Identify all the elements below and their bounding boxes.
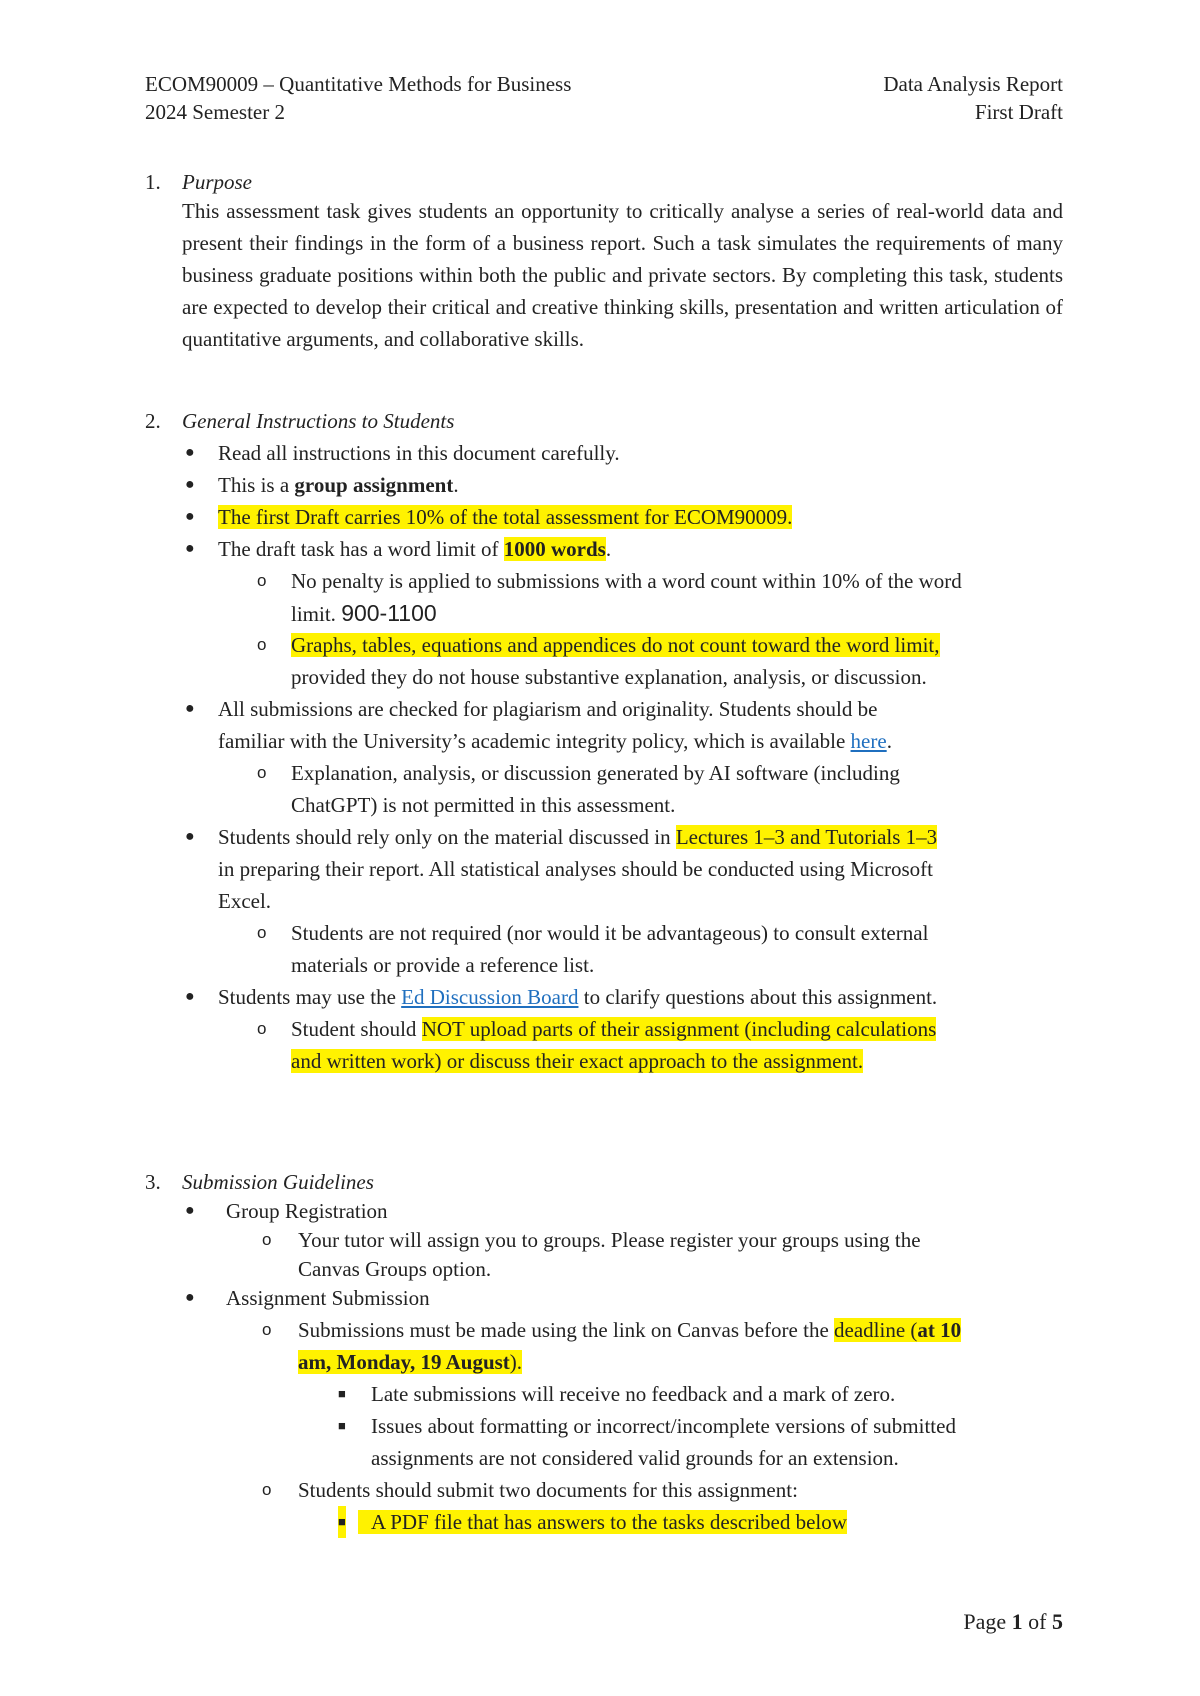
highlighted-text: Graphs, tables, equations and appendices do not count toward the word limit,: [291, 633, 940, 657]
text: to clarify questions about this assignment.: [578, 985, 938, 1009]
list-item: [291, 1013, 936, 1045]
report-title: Data Analysis Report: [883, 72, 1063, 96]
text: The draft task has a word limit of: [218, 537, 504, 561]
list-item-cont: [291, 597, 437, 630]
deadline-date: am, Monday, 19 August: [298, 1350, 510, 1374]
list-item-cont: [218, 725, 892, 757]
circle-bullet-icon: o: [262, 1480, 272, 1499]
highlighted-text: deadline (: [834, 1318, 918, 1342]
section-number: 2.: [145, 409, 161, 433]
bullet-icon: ●: [185, 828, 195, 845]
list-item: [218, 533, 611, 565]
highlighted-text: ).: [509, 1350, 523, 1374]
header-row-1: [145, 70, 1063, 98]
list-item-cont: materials or provide a reference list.: [291, 953, 595, 977]
text: Students should rely only on the material discussed in: [218, 825, 676, 849]
bullet-icon: ●: [185, 444, 195, 461]
page-label: Page: [963, 1609, 1007, 1634]
ed-discussion-link[interactable]: Ed Discussion Board: [401, 985, 579, 1009]
section-title: Purpose: [182, 170, 252, 194]
circle-bullet-icon: o: [257, 635, 267, 654]
of-label: of: [1028, 1609, 1047, 1634]
highlighted-text: NOT upload parts of their assignment (including calculations: [421, 1017, 937, 1041]
list-item: Group Registration: [226, 1199, 388, 1223]
square-bullet-icon: ■: [338, 1386, 346, 1401]
bullet-icon: ●: [185, 540, 195, 557]
text: Students may use the: [218, 985, 402, 1009]
square-bullet-icon: ■: [338, 1418, 346, 1433]
page-total: 5: [1052, 1609, 1063, 1634]
list-item: [358, 1506, 847, 1538]
course-title: ECOM90009 – Quantitative Methods for Business: [145, 72, 572, 96]
list-item: Issues about formatting or incorrect/incomplete versions of submitted: [371, 1414, 956, 1438]
list-item-cont: assignments are not considered valid grounds for an extension.: [371, 1446, 899, 1470]
draft-label: First Draft: [974, 100, 1063, 124]
list-item: [291, 629, 940, 661]
list-item-cont: Canvas Groups option.: [298, 1257, 492, 1281]
text: familiar with the University’s academic integrity policy, which is available: [218, 729, 851, 753]
text: Submissions must be made using the link on Canvas before the: [298, 1318, 835, 1342]
list-item-cont: [291, 1045, 863, 1077]
list-item: [218, 469, 459, 501]
text: .: [605, 537, 612, 561]
section-number: 1.: [145, 170, 161, 194]
section-title: Submission Guidelines: [182, 1170, 374, 1194]
list-item-cont: provided they do not house substantive explanation, analysis, or discussion.: [291, 665, 927, 689]
list-item-cont: [298, 1346, 522, 1378]
header-row-2: [145, 98, 1063, 126]
section-number: 3.: [145, 1170, 161, 1194]
highlighted-text: and written work) or discuss their exact approach to the assignment.: [291, 1049, 864, 1073]
list-item: Students are not required (nor would it be advantageous) to consult external: [291, 921, 929, 945]
page-footer: [963, 1606, 1063, 1638]
list-item: Your tutor will assign you to groups. Please register your groups using the: [298, 1228, 921, 1252]
circle-bullet-icon: o: [257, 1019, 267, 1038]
circle-bullet-icon: o: [257, 763, 267, 782]
text: limit.: [291, 602, 336, 626]
list-item: Assignment Submission: [226, 1286, 430, 1310]
square-bullet-icon: ■: [338, 1506, 346, 1538]
list-item: [298, 1314, 961, 1346]
bullet-icon: ●: [185, 700, 195, 717]
highlighted-text: The first Draft carries 10% of the total assessment for ECOM90009.: [218, 505, 793, 529]
bold-highlighted-text: 1000 words: [503, 537, 606, 561]
list-item: [218, 501, 792, 533]
list-item-cont: Excel.: [218, 889, 272, 913]
handwritten-note: 900-1100: [341, 600, 437, 626]
bold-text: group assignment: [294, 473, 454, 497]
list-item: [218, 981, 937, 1013]
purpose-paragraph: This assessment task gives students an opportunity to critically analyse a series of real-world data and present their findings in the form of a business report. Such a task simulates the requirements of many business graduate positions within both the public and private sectors. By completing this task, students are expected to develop their critical and creative thinking skills, presentation and written articulation of quantitative arguments, and collaborative skills.: [182, 199, 1063, 351]
highlighted-text: A PDF file that has answers to the tasks described below: [358, 1510, 847, 1534]
page-number: 1: [1011, 1609, 1023, 1634]
list-item: All submissions are checked for plagiarism and originality. Students should be: [218, 697, 878, 721]
integrity-policy-link[interactable]: here: [850, 729, 887, 753]
highlighted-text: Lectures 1–3 and Tutorials 1–3: [675, 825, 938, 849]
list-item: Explanation, analysis, or discussion generated by AI software (including: [291, 761, 900, 785]
text: This is a: [218, 473, 295, 497]
text: .: [453, 473, 459, 497]
bullet-icon: ●: [185, 1202, 195, 1219]
list-item: [218, 821, 937, 853]
text: Student should: [291, 1017, 422, 1041]
semester: 2024 Semester 2: [145, 100, 285, 124]
list-item: Late submissions will receive no feedback and a mark of zero.: [371, 1382, 896, 1406]
bullet-icon: ●: [185, 508, 195, 525]
list-item: Read all instructions in this document carefully.: [218, 441, 620, 465]
bullet-icon: ●: [185, 1289, 195, 1306]
circle-bullet-icon: o: [262, 1320, 272, 1339]
circle-bullet-icon: o: [262, 1230, 272, 1249]
deadline-time: at 10: [917, 1318, 962, 1342]
bullet-icon: ●: [185, 476, 195, 493]
section-title: General Instructions to Students: [182, 409, 455, 433]
circle-bullet-icon: o: [257, 571, 267, 590]
text: .: [886, 729, 892, 753]
circle-bullet-icon: o: [257, 923, 267, 942]
bullet-icon: ●: [185, 988, 195, 1005]
list-item: Students should submit two documents for this assignment:: [298, 1478, 798, 1502]
list-item: No penalty is applied to submissions with a word count within 10% of the word: [291, 569, 962, 593]
list-item-cont: in preparing their report. All statistical analyses should be conducted using Microsoft: [218, 857, 934, 881]
list-item-cont: ChatGPT) is not permitted in this assessment.: [291, 793, 676, 817]
